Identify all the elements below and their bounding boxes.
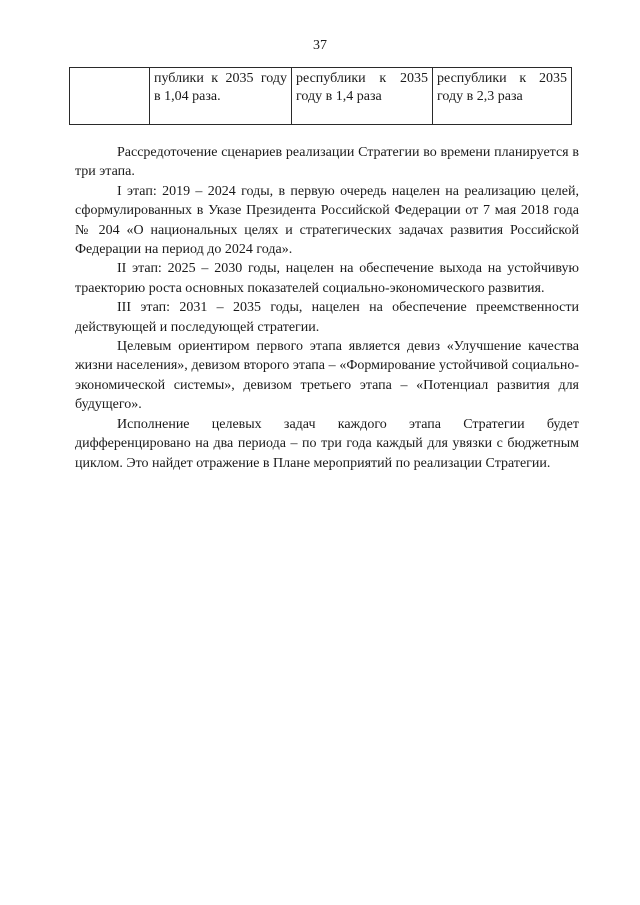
cell-word: 2035: [399, 71, 428, 86]
table-cell: [433, 68, 572, 125]
cell-word: году: [260, 71, 287, 86]
table-cell-empty: [70, 68, 150, 125]
cell-line-second: в 1,04 раза.: [154, 89, 221, 104]
paragraph: I этап: 2019 – 2024 годы, в первую очередь нацелен на реализацию целей, сформулированных в Указе Президента Российской Федерации от 7 мая 2018 года № 204 «О национальных целях и стратегических задачах развития Российской Федерации на период до 2024 года».: [75, 183, 579, 258]
paragraph: Исполнение целевых задач каждого этапа Стратегии будет дифференцировано на два периода – по три года каждый для увязки с бюджетным циклом. Это найдет отражение в Плане мероприятий по реализации Стратегии.: [75, 416, 579, 471]
table-cell: [292, 68, 433, 125]
cell-word: к: [519, 71, 527, 86]
cell-line-first: [154, 70, 287, 88]
table-cell: [150, 68, 292, 125]
paragraph: Целевым ориентиром первого этапа является девиз «Улучшение качества жизни населения», девизом второго этапа – «Формирование устойчивой социально-экономической системы», девизом третьего этапа – «Потенциал развития для будущего».: [75, 339, 579, 413]
page-number: 37: [313, 38, 327, 53]
cell-line-first: [437, 70, 567, 88]
cell-line-second: году в 1,4 раза: [296, 89, 382, 104]
cell-line-first: [296, 70, 428, 88]
document-body: [75, 143, 579, 473]
cell-word: 2035: [538, 71, 567, 86]
paragraph: II этап: 2025 – 2030 годы, нацелен на обеспечение выхода на устойчивую траекторию роста основных показателей социально-экономического развития.: [75, 261, 579, 296]
continued-table: [69, 67, 572, 125]
cell-word: республики: [437, 71, 507, 86]
cell-word: республики: [296, 71, 366, 86]
cell-word: к: [211, 71, 219, 86]
cell-word: 2035: [225, 71, 254, 86]
paragraph: Рассредоточение сценариев реализации Стратегии во времени планируется в три этапа.: [75, 145, 579, 180]
cell-word: публики: [154, 71, 204, 86]
cell-word: к: [379, 71, 387, 86]
cell-line-second: году в 2,3 раза: [437, 89, 523, 104]
paragraph: III этап: 2031 – 2035 годы, нацелен на обеспечение преемственности действующей и последующей стратегии.: [75, 300, 579, 335]
table-row: [70, 68, 572, 125]
